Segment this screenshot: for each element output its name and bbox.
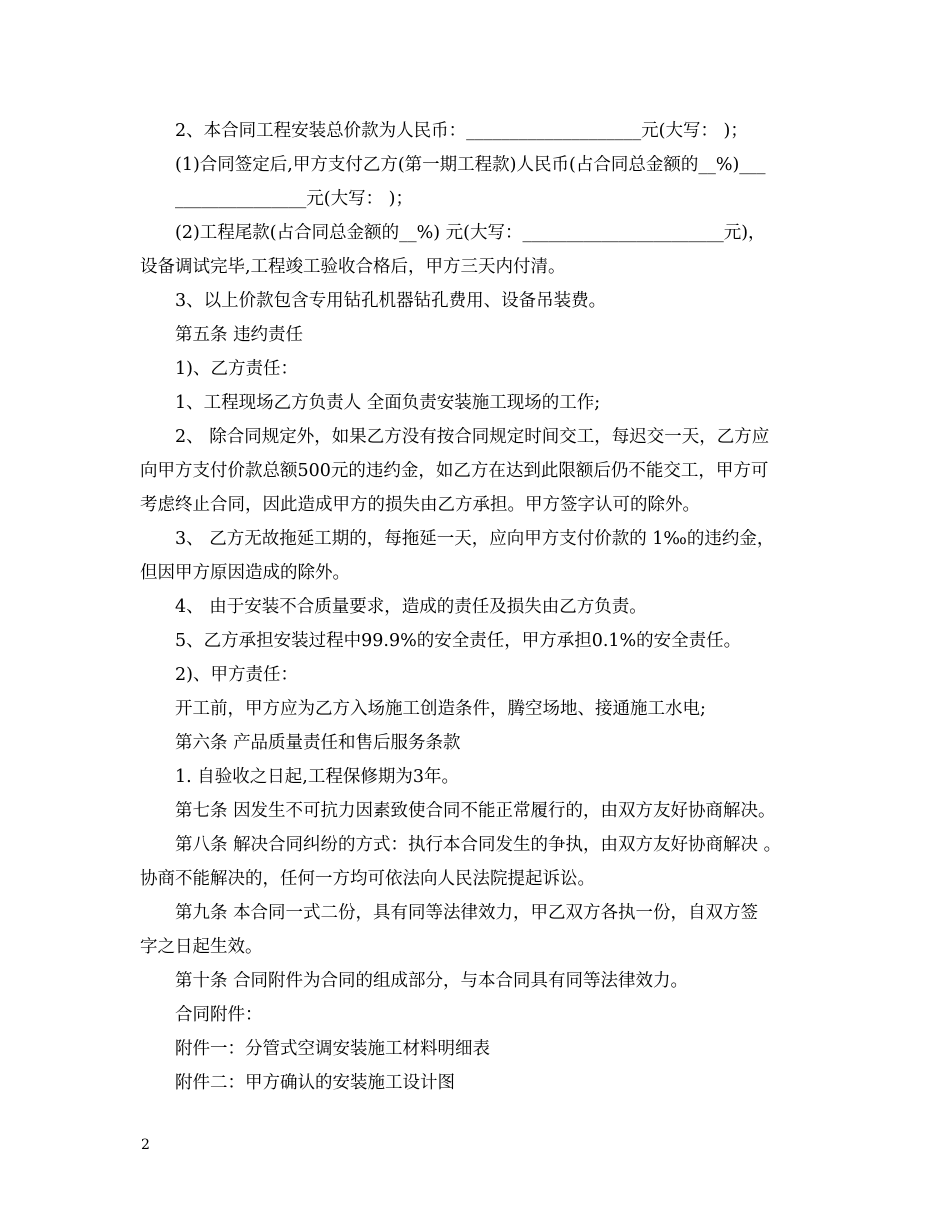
text-line: 附件一：分管式空调安装施工材料明细表 [175,1039,490,1059]
text-line: 但因甲方原因造成的除外。 [140,563,350,583]
text-line: 向甲方支付价款总额500元的违约金，如乙方在达到此限额后仍不能交工，甲方可 [140,461,769,481]
text-line: 开工前，甲方应为乙方入场施工创造条件，腾空场地、接通施工水电; [175,699,706,719]
text-line: 2、 除合同规定外，如果乙方没有按合同规定时间交工，每迟交一天，乙方应 [175,427,770,447]
text-line: 附件二：甲方确认的安装施工设计图 [175,1073,455,1093]
text-line: _______________元(大写： )； [175,189,413,209]
text-line: 2、本合同工程安装总价款为人民币：____________________元(大写： )； [175,121,748,141]
text-line: 第五条 违约责任 [175,325,304,345]
text-line: 第九条 本合同一式二份，具有同等法律效力，甲乙双方各执一份，自双方签 [175,903,759,923]
text-line: (1)合同签定后,甲方支付乙方(第一期工程款)人民币(占合同总金额的__%)___ [175,155,766,175]
text-line: 第七条 因发生不可抗力因素致使合同不能正常履行的，由双方友好协商解决。 [175,801,776,821]
text-line: 第八条 解决合同纠纷的方式：执行本合同发生的争执，由双方友好协商解决 。 [175,835,782,855]
text-line: (2)工程尾款(占合同总金额的__%) 元(大写：_______________________元)， [175,223,766,243]
text-line: 4、 由于安装不合质量要求，造成的责任及损失由乙方负责。 [175,597,647,617]
contract-text [140,114,820,1100]
text-line: 1. 自验收之日起,工程保修期为3年。 [175,767,459,787]
text-line: 1)、乙方责任： [175,359,298,379]
text-line: 协商不能解决的，任何一方均可依法向人民法院提起诉讼。 [140,869,595,889]
text-line: 第六条 产品质量责任和售后服务条款 [175,733,461,753]
text-line: 字之日起生效。 [140,937,263,957]
text-line: 设备调试完毕,工程竣工验收合格后，甲方三天内付清。 [140,257,566,277]
text-line: 2)、甲方责任： [175,665,298,685]
text-line: 5、乙方承担安装过程中99.9%的安全责任，甲方承担0.1%的安全责任。 [175,631,742,651]
text-line: 3、 乙方无故拖延工期的，每拖延一天，应向甲方支付价款的 1‰的违约金， [175,529,775,549]
text-line: 3、以上价款包含专用钻孔机器钻孔费用、设备吊装费。 [175,291,607,311]
text-line: 1、工程现场乙方负责人 全面负责安装施工现场的工作; [175,393,601,413]
text-line: 考虑终止合同，因此造成甲方的损失由乙方承担。甲方签字认可的除外。 [140,495,700,515]
page-number: 2 [141,1137,150,1153]
text-line: 第十条 合同附件为合同的组成部分，与本合同具有同等法律效力。 [175,971,689,991]
text-line: 合同附件： [175,1005,263,1025]
